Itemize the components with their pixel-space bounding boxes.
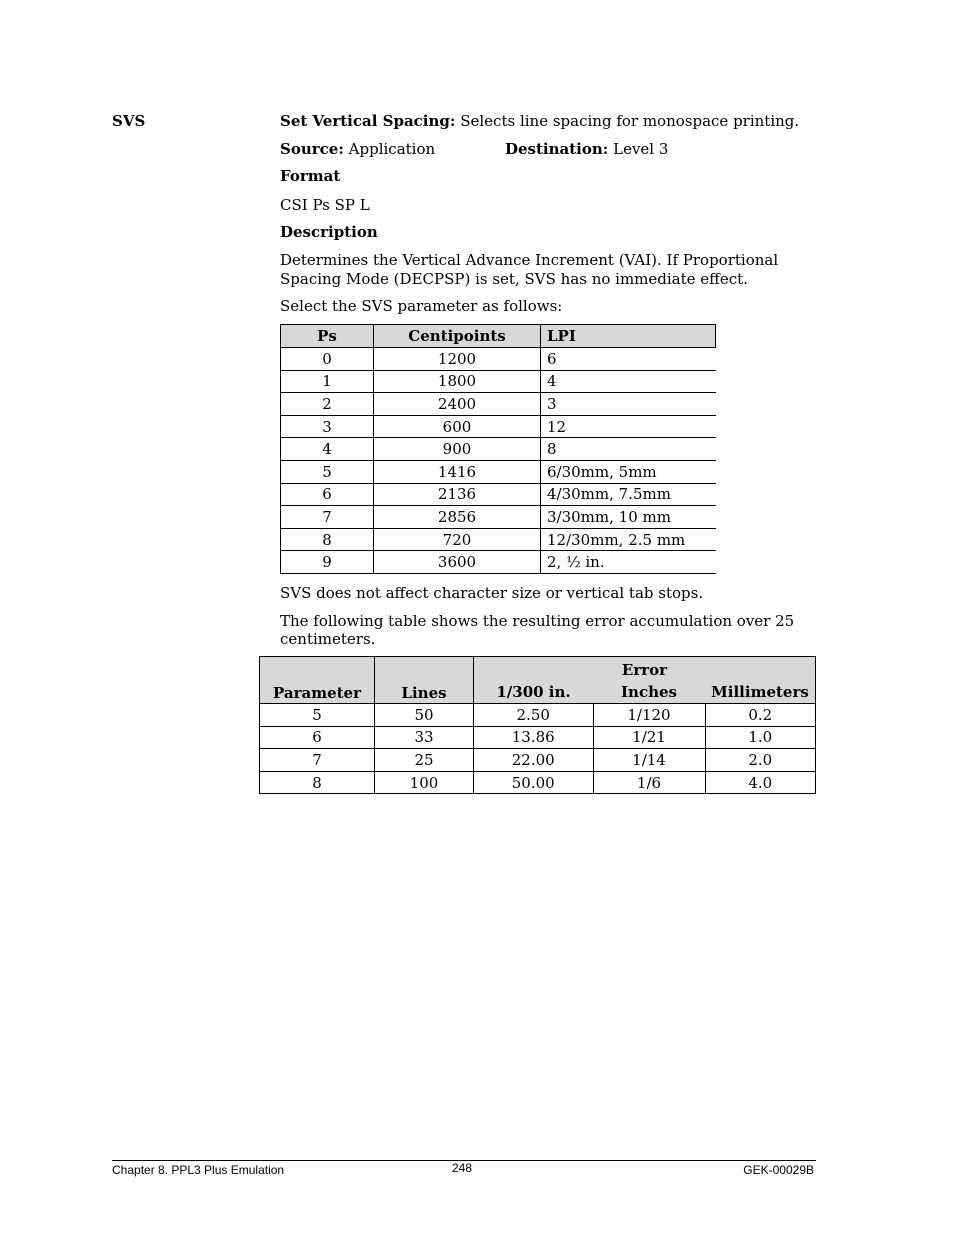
- cell-lpi: 12/30mm, 2.5 mm: [541, 528, 716, 551]
- column-header-parameter: Parameter: [260, 657, 375, 704]
- cell-inches: 1/14: [593, 749, 705, 772]
- cell-inches: 1/21: [593, 726, 705, 749]
- cell-centipoints: 1200: [374, 348, 541, 371]
- destination-label: Destination:: [505, 140, 609, 158]
- column-header-millimeters: Millimeters: [705, 681, 816, 704]
- cell-ps: 9: [281, 551, 374, 574]
- cell-parameter: 6: [260, 726, 375, 749]
- cell-centipoints: 2136: [374, 483, 541, 506]
- cell-lpi: 6: [541, 348, 716, 371]
- table-row: [260, 771, 816, 794]
- table-row: [260, 704, 816, 727]
- cell-1-300-in: 2.50: [474, 704, 594, 727]
- column-group-header-error: Error: [474, 657, 816, 682]
- cell-lpi: 8: [541, 438, 716, 461]
- command-title-label: Set Vertical Spacing:: [280, 112, 456, 130]
- table-row: [281, 483, 716, 506]
- cell-lpi: 3/30mm, 10 mm: [541, 506, 716, 529]
- footer-doc-id: GEK-00029B: [743, 1163, 814, 1177]
- column-header-ps: Ps: [281, 325, 374, 348]
- table-row: [260, 749, 816, 772]
- error-intro-line-2: centimeters.: [280, 630, 376, 648]
- cell-ps: 0: [281, 348, 374, 371]
- cell-1-300-in: 50.00: [474, 771, 594, 794]
- cell-ps: 5: [281, 460, 374, 483]
- cell-millimeters: 2.0: [705, 749, 816, 772]
- cell-lines: 50: [375, 704, 474, 727]
- cell-ps: 3: [281, 415, 374, 438]
- cell-centipoints: 1800: [374, 370, 541, 393]
- cell-centipoints: 2400: [374, 393, 541, 416]
- command-title-text: Selects line spacing for monospace printing.: [460, 112, 800, 130]
- cell-ps: 4: [281, 438, 374, 461]
- command-name: SVS: [112, 112, 146, 130]
- cell-parameter: 7: [260, 749, 375, 772]
- table-row: [281, 528, 716, 551]
- cell-lines: 33: [375, 726, 474, 749]
- cell-lines: 25: [375, 749, 474, 772]
- cell-ps: 2: [281, 393, 374, 416]
- footer-page-number: 248: [452, 1161, 473, 1175]
- cell-inches: 1/120: [593, 704, 705, 727]
- cell-1-300-in: 22.00: [474, 749, 594, 772]
- description-heading: Description: [280, 223, 378, 241]
- cell-centipoints: 1416: [374, 460, 541, 483]
- column-header-lines: Lines: [375, 657, 474, 704]
- source-value: Application: [348, 140, 436, 158]
- cell-centipoints: 2856: [374, 506, 541, 529]
- cell-ps: 6: [281, 483, 374, 506]
- table-row: [281, 415, 716, 438]
- table-row: [260, 726, 816, 749]
- cell-lpi: 2, ½ in.: [541, 551, 716, 574]
- cell-parameter: 5: [260, 704, 375, 727]
- source-line: [280, 140, 435, 158]
- error-accumulation-table: [259, 656, 816, 794]
- table-row: [281, 506, 716, 529]
- table-row: [281, 393, 716, 416]
- destination-line: [505, 140, 668, 158]
- table-header-row: [281, 325, 716, 348]
- select-parameter-text: Select the SVS parameter as follows:: [280, 297, 563, 315]
- error-intro-line-1: The following table shows the resulting error accumulation over 25: [280, 612, 795, 630]
- table-row: [281, 460, 716, 483]
- table-row: [281, 370, 716, 393]
- format-heading: Format: [280, 167, 341, 185]
- column-header-centipoints: Centipoints: [374, 325, 541, 348]
- svs-note-text: SVS does not affect character size or vertical tab stops.: [280, 584, 704, 602]
- table-header-row: [260, 657, 816, 682]
- column-header-inches: Inches: [593, 681, 705, 704]
- cell-ps: 1: [281, 370, 374, 393]
- command-title-line: [280, 112, 799, 130]
- cell-lpi: 12: [541, 415, 716, 438]
- cell-lpi: 3: [541, 393, 716, 416]
- cell-lpi: 4: [541, 370, 716, 393]
- column-header-1-300-in: 1/300 in.: [474, 681, 594, 704]
- description-line-2: Spacing Mode (DECPSP) is set, SVS has no immediate effect.: [280, 270, 748, 288]
- cell-lpi: 6/30mm, 5mm: [541, 460, 716, 483]
- cell-lpi: 4/30mm, 7.5mm: [541, 483, 716, 506]
- cell-parameter: 8: [260, 771, 375, 794]
- cell-lines: 100: [375, 771, 474, 794]
- cell-centipoints: 600: [374, 415, 541, 438]
- cell-centipoints: 720: [374, 528, 541, 551]
- cell-inches: 1/6: [593, 771, 705, 794]
- table-row: [281, 551, 716, 574]
- ps-parameter-table: [280, 324, 716, 574]
- source-label: Source:: [280, 140, 344, 158]
- column-header-lpi: LPI: [541, 325, 716, 348]
- footer-chapter: Chapter 8. PPL3 Plus Emulation: [112, 1163, 285, 1177]
- cell-1-300-in: 13.86: [474, 726, 594, 749]
- cell-centipoints: 3600: [374, 551, 541, 574]
- cell-ps: 7: [281, 506, 374, 529]
- format-text: CSI Ps SP L: [280, 196, 370, 214]
- cell-millimeters: 4.0: [705, 771, 816, 794]
- cell-centipoints: 900: [374, 438, 541, 461]
- table-row: [281, 438, 716, 461]
- cell-millimeters: 0.2: [705, 704, 816, 727]
- cell-millimeters: 1.0: [705, 726, 816, 749]
- description-line-1: Determines the Vertical Advance Increment (VAI). If Proportional: [280, 251, 779, 269]
- cell-ps: 8: [281, 528, 374, 551]
- table-row: [281, 348, 716, 371]
- destination-value: Level 3: [613, 140, 669, 158]
